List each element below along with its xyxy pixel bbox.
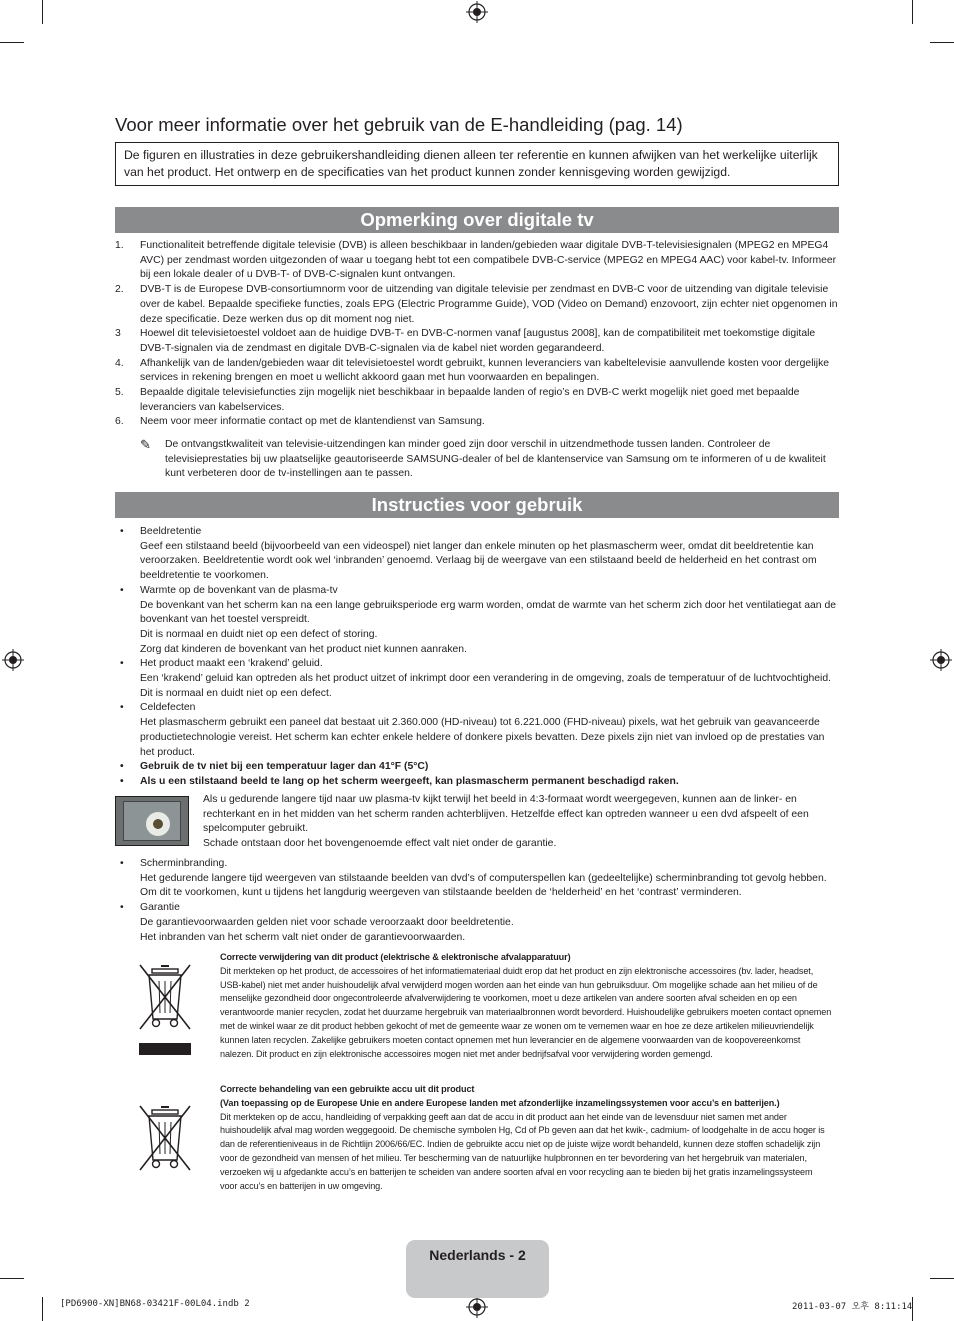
list-item <box>115 657 839 701</box>
print-file-info: [PD6900-XN]BN68-03421F-00L04.indb 2 <box>60 1299 250 1309</box>
list-item <box>115 584 839 658</box>
item-number: 1. <box>115 240 124 251</box>
bullet: • <box>120 526 124 537</box>
item-text: Neem voor meer informatie contact op met de klantendienst van Samsung. <box>140 416 485 428</box>
paragraph: Als u gedurende langere tijd naar uw plasma-tv kijkt terwijl het beeld in 4:3-formaat wordt weergegeven, kunnen aan de linker- en rechterkant en in het midden van het scherm randen achterblijven. Hetzelfde effect kan optreden wanneer u een dvd afspeelt of een spelcomputer gebruikt. <box>203 794 809 835</box>
item-text: Afhankelijk van de landen/gebieden waar dit televisietoestel wordt gebruikt, kunnen leveranciers van kabeltelevisie aanvullende kosten voor dergelijke services in rekening brengen en moet u wellicht akkoord gaan met hun voorwaarden en bepalingen. <box>140 357 830 384</box>
crop-mark <box>930 42 954 43</box>
crossed-out-wheelie-bin-icon <box>132 1100 198 1174</box>
registration-mark-icon <box>930 649 952 671</box>
item-number: 3 <box>115 328 121 340</box>
crossed-out-wheelie-bin-icon <box>132 959 198 1033</box>
item-text: Het inbranden van het scherm valt niet onder de garantievoorwaarden. <box>140 931 466 943</box>
list-item <box>115 327 839 356</box>
item-text: Hoewel dit televisietoestel voldoet aan de huidige DVB-T- en DVB-C-normen vanaf [augustus 2008], kan de compatibiliteit met toekomstige digitale DVB-T-signalen via de zendmast en digitale DVB-C-signalen via de kabel niet worden gegarandeerd. <box>140 328 816 354</box>
page-title: Voor meer informatie over het gebruik van de E-handleiding (pag. 14) <box>115 114 683 135</box>
item-title: Celdefecten <box>140 702 196 714</box>
section-heading-instructions: Instructies voor gebruik <box>115 492 839 518</box>
bullet: • <box>120 761 124 773</box>
weee-notice <box>220 951 832 1061</box>
item-text: Een ‘krakend’ geluid kan optreden als het product uitzet of inkrimpt door een verandering in de omgeving, zoals de temperatuur of de luchtvochtigheid. Dit is normaal en duidt niet op een defect. <box>140 673 832 699</box>
tv-screen <box>123 801 181 841</box>
note-pencil-icon: ✎ <box>140 437 151 452</box>
page-number-tab: Nederlands - 2 <box>406 1240 549 1298</box>
crop-mark <box>912 0 913 24</box>
list-item <box>115 357 839 386</box>
item-text: De bovenkant van het scherm kan na een lange gebruiksperiode erg warm worden, omdat de warmte van het scherm zich door het ventilatiegat aan de bovenkant van het toestel verspreidt. <box>140 599 836 626</box>
flower-image <box>146 812 170 836</box>
weee-title: Correcte verwijdering van dit product (elektrische & elektronische afvalapparatuur) <box>220 952 571 962</box>
crop-mark <box>930 1278 954 1279</box>
list-item <box>115 415 839 430</box>
registration-mark-icon <box>466 1 488 23</box>
battery-notice <box>220 1083 832 1193</box>
item-number: 4. <box>115 357 124 369</box>
list-item <box>115 775 839 790</box>
instructions-list <box>115 525 839 790</box>
paragraph: Schade ontstaan door het bovengenoemde effect valt niet onder de garantie. <box>203 838 557 850</box>
section-heading-digital-tv: Opmerking over digitale tv <box>115 207 839 233</box>
crop-mark <box>42 0 43 24</box>
list-item <box>115 283 839 327</box>
item-title: Warmte op de bovenkant van de plasma-tv <box>140 584 338 596</box>
battery-title: Correcte behandeling van een gebruikte accu uit dit product <box>220 1084 475 1094</box>
list-item <box>115 857 839 901</box>
digital-note <box>140 438 840 482</box>
tv-screen-image <box>115 796 189 846</box>
item-text: DVB-T is de Europese DVB-consortiumnorm voor de uitzending van digitale televisie per zendmast en DVB-C voor de uitzending van digitale televisie over de kabel. Bepaalde specifieke functies, zoals EPG (Electric Programme Guide), VOD (Video on Demand) enzovoort, zijn echter niet opgenomen in deze specificatie. Deze werken dus op dit moment nog niet. <box>140 284 838 325</box>
list-item <box>115 239 839 283</box>
bullet: • <box>120 775 124 787</box>
item-text: Functionaliteit betreffende digitale televisie (DVB) is alleen beschikbaar in landen/gebieden waar digitale DVB-T-televisiesignalen (MPEG2 en MPEG4 AVC) per zendmast worden uitgezonden of waar u toegang hebt tot een compatibele DVB-C-service (MPEG2 en MPEG4 AAC) voor kabel-tv. Informeer bij een lokale dealer of u DVB-T- of DVB-C-signalen kunt ontvangen. <box>140 240 837 281</box>
item-text: Dit is normaal en duidt niet op een defect of storing. <box>140 628 378 640</box>
print-timestamp: 2011-03-07 오후 8:11:14 <box>792 1302 913 1312</box>
item-number: 6. <box>115 416 124 428</box>
battery-subtitle: (Van toepassing op de Europese Unie en andere Europese landen met afzonderlijke inzamelingssystemen voor accu’s en batterijen.) <box>220 1097 780 1108</box>
list-item <box>115 386 839 415</box>
bullet: • <box>120 902 124 914</box>
list-item <box>115 701 839 760</box>
list-item <box>115 760 839 775</box>
item-text: Zorg dat kinderen de bovenkant van het product niet kunnen aanraken. <box>140 643 467 655</box>
registration-mark-icon <box>466 1296 488 1318</box>
note-text: De ontvangstkwaliteit van televisie-uitzendingen kan minder goed zijn door verschil in uitzendmethode tussen landen. Controleer de televisieprestaties bij uw plaatselijke geautoriseerde SAMSUNG-dealer of bel de klantenservice van Samsung om te informeren of u de kwaliteit kunt verbeteren door de tv-instellingen aan te passen. <box>165 439 826 480</box>
crop-mark <box>0 1278 24 1279</box>
item-number: 2. <box>115 284 124 296</box>
bullet: • <box>120 702 124 714</box>
registration-mark-icon <box>2 649 24 671</box>
instructions-list <box>115 857 839 945</box>
intro-disclaimer: De figuren en illustraties in deze gebruikershandleiding dienen alleen ter referentie en kunnen afwijken van het werkelijke uiterlijk van het product. Het ontwerp en de specificaties van het product kunnen zonder kennisgeving worden gewijzigd. <box>115 142 839 186</box>
item-title: Het product maakt een ‘krakend’ geluid. <box>140 658 323 670</box>
item-text: Het gedurende langere tijd weergeven van stilstaande beelden van dvd’s of computerspellen kan (gedeeltelijke) scherminbranding tot gevolg hebben. Om dit te voorkomen, kunt u tijdens het langdurig weergeven van stilstaande beelden de ‘helderheid’ en het ‘contrast’ verminderen. <box>140 872 827 899</box>
crop-mark <box>0 42 24 43</box>
weee-black-bar <box>139 1043 191 1055</box>
list-item <box>115 901 839 945</box>
item-text: Geef een stilstaand beeld (bijvoorbeeld van een videospel) niet langer dan enkele minuten op het plasmascherm weer, omdat dit beeldretentie kan veroorzaken. Beeldretentie wordt ook wel ‘inbranden’ genoemd. Verlaag bij de weergave van een stilstaand beeld de helderheid en het contrast om beeldretentie te voorkomen. <box>140 540 817 582</box>
item-text: Bepaalde digitale televisiefuncties zijn mogelijk niet beschikbaar in bepaalde landen of regio’s en DVB-C werkt mogelijk niet goed met bepaalde leveranciers van kabelservices. <box>140 387 800 413</box>
item-title: Garantie <box>140 902 180 914</box>
list-item <box>115 525 839 584</box>
item-title: Als u een stilstaand beeld te lang op het scherm weergeeft, kan plasmascherm permanent beschadigd raken. <box>140 775 679 787</box>
bullet: • <box>120 658 124 670</box>
item-title: Scherminbranding. <box>140 858 228 869</box>
digital-tv-list <box>115 239 839 430</box>
item-title: Gebruik de tv niet bij een temperatuur lager dan 41°F (5°C) <box>140 761 429 773</box>
bullet: • <box>120 858 124 869</box>
bullet: • <box>120 584 124 596</box>
item-title: Beeldretentie <box>140 526 202 537</box>
battery-text: Dit merkteken op de accu, handleiding of verpakking geeft aan dat de accu in dit product aan het einde van de levensduur niet samen met ander huishoudelijk afval mag worden weggegooid. De chemische symbolen Hg, Cd of Pb geven aan dat het kwik-, cadmium- of loodgehalte in de accu hoger is dan de referentieniveaus in de Richtlijn 2006/66/EC. Indien de gebruikte accu niet op de juiste wijze wordt behandeld, kunnen deze stoffen schadelijk zijn voor de gezondheid van mensen of het milieu. Ter bescherming van de natuurlijke hulpbronnen en ter bevordering van het hergebruik van materialen, verzoeken wij u afgedankte accu’s en batterijen te scheiden van andere soorten afval en voor recycling aan te bieden bij het gratis inzamelingssysteem voor accu’s en batterijen in uw omgeving. <box>220 1111 825 1191</box>
item-number: 5. <box>115 387 124 399</box>
screen-burn-note <box>203 793 833 852</box>
item-text: Het plasmascherm gebruikt een paneel dat bestaat uit 2.360.000 (HD-niveau) tot 6.221.000 (FHD-niveau) pixels, wat het gebruik van geavanceerde productietechnologie vereist. Het scherm kan echter enkele heldere of donkere pixels bevatten. Deze pixels zijn niet van invloed op de prestaties van het product. <box>140 717 825 758</box>
item-text: De garantievoorwaarden gelden niet voor schade veroorzaakt door beeldretentie. <box>140 916 514 928</box>
weee-text: Dit merkteken op het product, de accessoires of het informatiemateriaal duidt erop dat het product en zijn elektronische accessoires (bv. lader, headset, USB-kabel) niet met ander huishoudelijk afval verwijderd mogen worden aan het einde van hun gebruiksduur. Om mogelijke schade aan het milieu of de menselijke gezondheid door ongecontroleerde afvalverwijdering te voorkomen, moet u deze artikelen van andere soorten afval scheiden en op een verantwoorde manier recyclen, zodat het duurzame hergebruik van materiaalbronnen wordt bevorderd. Huishoudelijke gebruikers moeten contact opnemen met de winkel waar ze dit product hebben gekocht of met de gemeente waar ze wonen om te vernemen waar en hoe ze deze artikelen milieuvriendelijk kunnen laten recyclen. Zakelijke gebruikers moeten contact opnemen met hun leverancier en de algemene voorwaarden van de koopovereenkomst nalezen. Dit product en zijn elektronische accessoires mogen niet met ander bedrijfsafval voor verwijdering worden gemengd. <box>220 965 832 1059</box>
crop-mark <box>42 1297 43 1321</box>
